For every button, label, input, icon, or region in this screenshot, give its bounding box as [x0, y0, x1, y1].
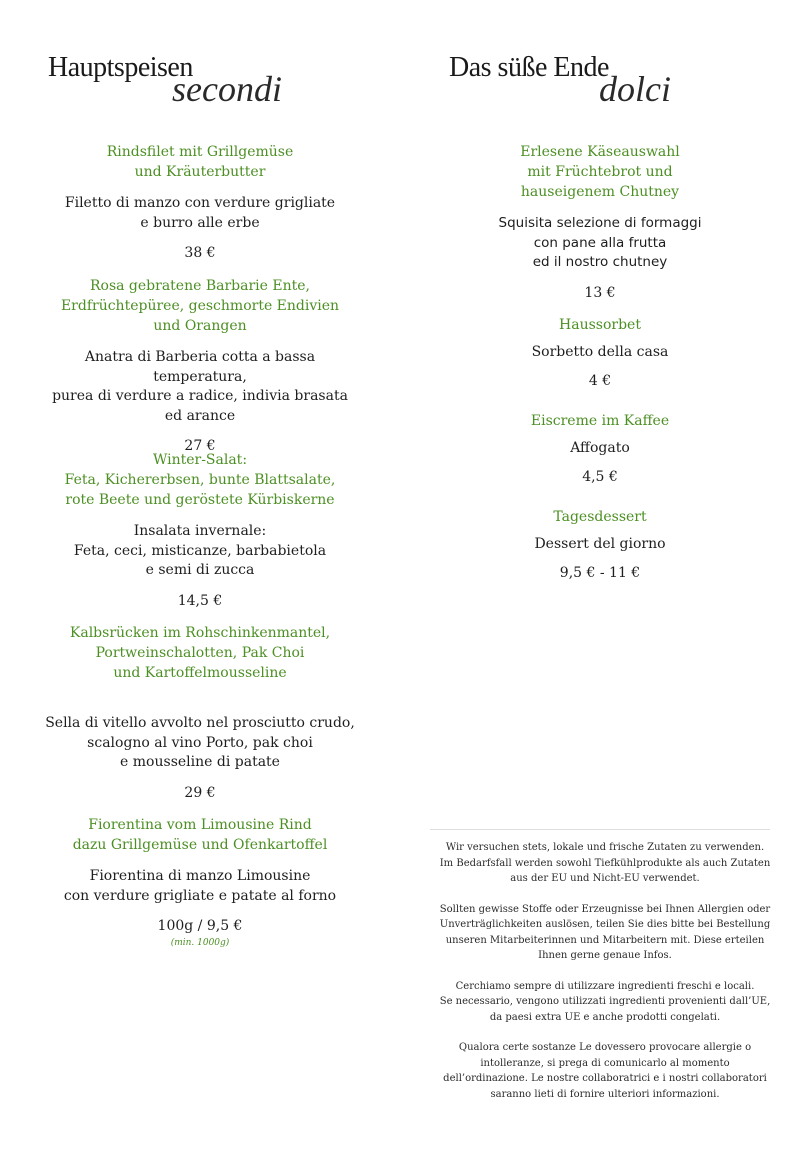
heading-script: secondi	[172, 69, 282, 109]
heading-secondi	[48, 50, 348, 110]
item-price: 29 €	[184, 784, 216, 801]
item-name: Kalbsrücken im Rohschinkenmantel, Portweinschalotten, Pak Choi und Kartoffelmousseline	[69, 625, 331, 681]
item-name: Erlesene Käseauswahl mit Früchtebrot und hauseigenem Chutney	[520, 144, 680, 200]
item-description: Dessert del giorno	[534, 536, 666, 552]
item-price: 27 €	[184, 438, 216, 454]
item-description: Anatra di Barberia cotta a bassa temperatura, purea di verdure a radice, indivia brasata ed arance	[52, 349, 348, 424]
item-name: Winter-Salat: Feta, Kichererbsen, bunte Blattsalate, rote Beete und geröstete Kürbiskerne	[64, 452, 336, 508]
item-description: Fiorentina di manzo Limousine con verdure grigliate e patate al forno	[63, 868, 337, 904]
heading-main: Hauptspeisen	[48, 52, 193, 83]
item-description: Insalata invernale: Feta, ceci, misticanze, barbabietola e semi di zucca	[73, 523, 327, 578]
allergy-notice	[420, 840, 790, 1117]
item-price: 9,5 € - 11 €	[559, 564, 641, 581]
item-price: 4,5 €	[582, 468, 618, 485]
item-name: Tagesdessert	[553, 509, 647, 525]
item-price: 38 €	[184, 245, 216, 261]
notice-paragraph: Cerchiamo sempre di utilizzare ingredienti freschi e locali. Se necessario, vengono utilizzati ingredienti provenienti dall’UE, da paesi extra UE e anche prodotti congelati.	[439, 980, 771, 1023]
item-description: Filetto di manzo con verdure grigliate e burro alle erbe	[64, 195, 336, 231]
item-description: Sella di vitello avvolto nel prosciutto crudo, scalogno al vino Porto, pak choi e mousseline di patate	[45, 715, 355, 770]
menu-item	[440, 315, 760, 391]
item-name: Rosa gebratene Barbarie Ente, Erdfrüchtepüree, geschmorte Endivien und Orangen	[60, 278, 340, 334]
menu-item	[440, 507, 760, 583]
menu-item	[440, 142, 760, 303]
item-note: (min. 1000g)	[170, 938, 230, 948]
heading-dolci	[449, 50, 749, 110]
heading-script: dolci	[599, 69, 671, 109]
item-description: Affogato	[570, 440, 630, 456]
item-name: Fiorentina vom Limousine Rind dazu Grillgemüse und Ofenkartoffel	[72, 817, 328, 853]
notice-paragraph: Qualora certe sostanze Le dovessero provocare allergie o intolleranze, si prega di comunicarlo al momento dell’ordinazione. Le nostre collaboratrici e i nostri collaboratori saranno lieti di fornire ulteriori informazioni.	[443, 1042, 767, 1100]
item-description: Squisita selezione di formaggi con pane alla frutta ed il nostro chutney	[498, 215, 702, 270]
menu-item	[40, 276, 360, 456]
notice-paragraph: Wir versuchen stets, lokale und frische Zutaten zu verwenden. Im Bedarfsfall werden sowohl Tiefkühlprodukte als auch Zutaten aus der EU und Nicht-EU verwendet.	[439, 842, 771, 884]
menu-item	[440, 411, 760, 487]
menu-item	[40, 815, 360, 948]
item-price: 100g / 9,5 €	[157, 918, 243, 934]
item-price: 4 €	[588, 372, 612, 389]
item-name: Eiscreme im Kaffee	[530, 413, 670, 429]
item-description: Sorbetto della casa	[531, 344, 669, 360]
heading-main: Das süße Ende	[449, 52, 609, 83]
menu-item	[40, 450, 360, 611]
item-name: Rindsfilet mit Grillgemüse und Kräuterbutter	[106, 144, 294, 180]
item-name: Haussorbet	[559, 317, 641, 333]
menu-item	[40, 623, 360, 803]
menu-item	[40, 142, 360, 263]
item-price: 14,5 €	[177, 592, 223, 609]
notice-divider	[430, 829, 770, 830]
item-price: 13 €	[584, 284, 616, 301]
notice-paragraph: Sollten gewisse Stoffe oder Erzeugnisse bei Ihnen Allergien oder Unverträglichkeiten auslösen, teilen Sie dies bitte bei Bestellung unseren Mitarbeiterinnen und Mitarbeitern mit. Diese erteilen Ihnen gerne genaue Infos.	[439, 903, 771, 961]
